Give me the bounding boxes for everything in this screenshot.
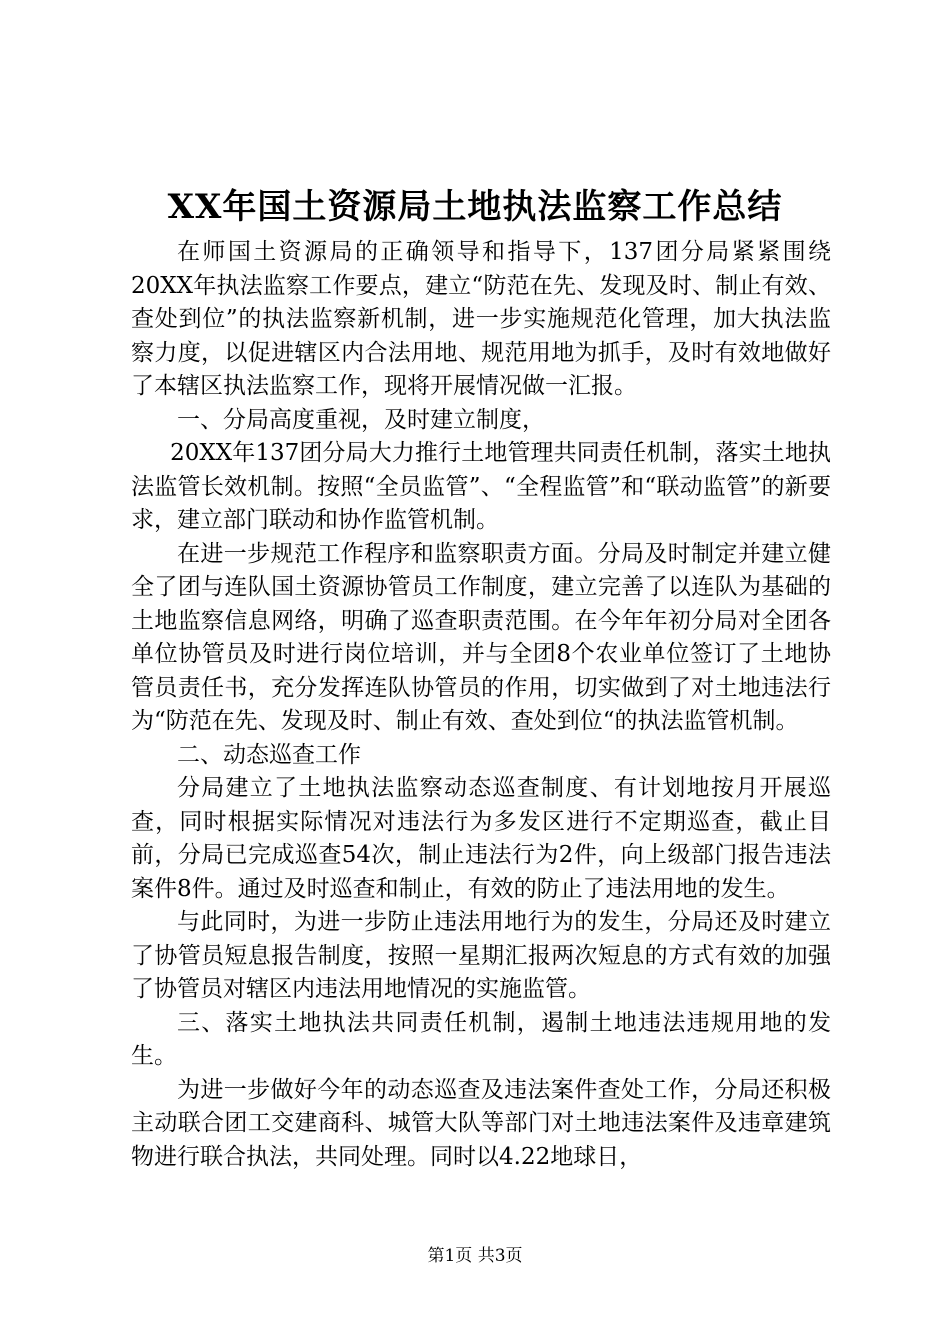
document-body [131,236,831,1174]
paragraph-responsibility: 20XX年137团分局大力推行土地管理共同责任机制，落实土地执法监管长效机制。按照“全员监管”、“全程监管”和“联动监管”的新要求，建立部门联动和协作监管机制。 [131,440,831,533]
paragraph-intro: 在师国土资源局的正确领导和指导下，137团分局紧紧围绕20XX年执法监察工作要点，建立“防范在先、发现及时、制止有效、查处到位”的执法监察新机制，进一步实施规范化管理，加大执法监察力度，以促进辖区内合法用地、规范用地为抓手，及时有效地做好了本辖区执法监察工作，现将开展情况做一汇报。 [131,239,831,399]
paragraph-joint-enforcement: 为进一步做好今年的动态巡查及违法案件查处工作，分局还积极主动联合团工交建商科、城管大队等部门对土地违法案件及违章建筑物进行联合执法，共同处理。同时以4.22地球日， [131,1076,831,1170]
paragraph-patrol: 分局建立了土地执法监察动态巡查制度、有计划地按月开展巡查，同时根据实际情况对违法行为多发区进行不定期巡查，截止目前，分局已完成巡查54次，制止违法行为2件，向上级部门报告违法案件8件。通过及时巡查和制止，有效的防止了违法用地的发生。 [131,775,831,902]
document-title: XX年国土资源局土地执法监察工作总结 [167,187,783,227]
section-heading-1: 一、分局高度重视，及时建立制度， [177,406,545,433]
section-heading-3: 三、落实土地执法共同责任机制，遏制土地违法违规用地的发生。 [131,1009,831,1069]
section-heading-2: 二、动态巡查工作 [177,741,361,768]
page-footer: 第1页 共3页 [427,1246,523,1266]
paragraph-procedures: 在进一步规范工作程序和监察职责方面。分局及时制定并建立健全了团与连队国土资源协管员工作制度，建立完善了以连队为基础的土地监察信息网络，明确了巡查职责范围。在今年年初分局对全团各单位协管员及时进行岗位培训，并与全团8个农业单位签订了土地协管员责任书，充分发挥连队协管员的作用，切实做到了对土地违法行为“防范在先、发现及时、制止有效、查处到位“的执法监管机制。 [131,540,831,734]
paragraph-sms-report: 与此同时，为进一步防止违法用地行为的发生，分局还及时建立了协管员短息报告制度，按照一星期汇报两次短息的方式有效的加强了协管员对辖区内违法用地情况的实施监管。 [131,909,831,1002]
